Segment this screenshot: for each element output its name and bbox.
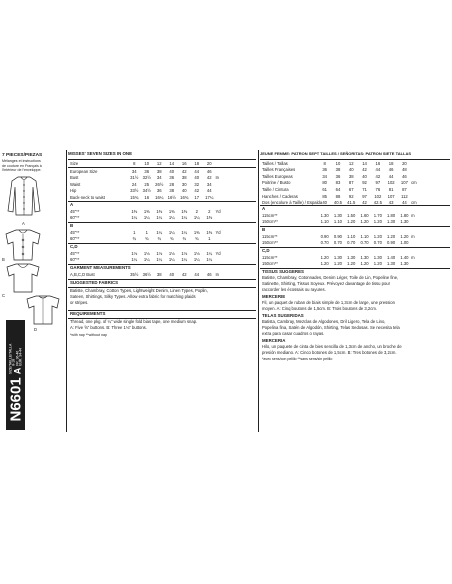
table-row	[260, 173, 419, 179]
table-cell: 92	[348, 193, 354, 199]
table-cell: 1⅜	[206, 215, 213, 221]
table-cell: 16	[144, 195, 150, 201]
table-row	[260, 186, 419, 192]
pieces-note: l'intérieur de l'enveloppe.	[2, 168, 42, 172]
unit-label: m	[411, 233, 415, 239]
table-cell: 1¼	[143, 215, 150, 221]
merceria-title: MERCERIA	[262, 338, 286, 343]
row-label: Poitrine / Busto	[262, 180, 291, 186]
size-code: 8-18	[11, 359, 16, 366]
pattern-number-badge	[6, 320, 25, 430]
table-cell: 36	[169, 175, 175, 181]
misses-title: MISSES' SEVEN SIZES IN ONE	[68, 151, 132, 156]
table-cell: 44	[194, 271, 200, 277]
table-cell: 1⅛	[143, 250, 150, 256]
table-cell: 16½	[167, 195, 176, 201]
table-cell: 20	[402, 160, 407, 166]
table-cell: 1¼	[131, 215, 138, 221]
table-cell: 1¼	[131, 257, 138, 263]
envelope-back	[0, 150, 452, 432]
table-row	[68, 168, 224, 174]
table-cell: 38	[335, 167, 341, 173]
table-cell: 33½	[130, 188, 139, 194]
row-label: Dos (encolure à Taille) / Espalda	[262, 200, 323, 206]
tissus-title: TISSUS SUGGERES	[262, 269, 304, 274]
table-cell: 36½	[142, 271, 151, 277]
table-cell: 1.70	[373, 212, 382, 218]
table-cell: 1¼	[168, 257, 175, 263]
table-cell: 41.5	[347, 200, 356, 206]
telas-text: extra para casar cuadros o rayas.	[262, 331, 325, 336]
row-label: 60"**	[70, 215, 80, 221]
table-cell: 1.60	[360, 212, 369, 218]
table-cell: 42	[181, 168, 187, 174]
table-cell: 0.70	[360, 240, 369, 246]
table-cell: 1.30	[387, 219, 396, 225]
view-a-letter: A	[22, 221, 25, 226]
table-cell: 1¼	[156, 229, 163, 235]
table-cell: 97	[362, 193, 367, 199]
table-cell: 0.90	[333, 233, 343, 239]
row-label: 45"**	[70, 208, 80, 214]
table-cell: 15¾	[130, 195, 139, 201]
table-cell: 1¼	[181, 257, 188, 263]
view-a-heading: A	[262, 206, 266, 211]
table-cell: 1¼	[181, 215, 188, 221]
table-cell: 38	[156, 168, 162, 174]
tissus-text: Batiste, Chambray, Cotonnades, Denim Léger, Toile de Lin, Popeline fine,	[262, 275, 399, 280]
unit-label: cm	[411, 180, 417, 186]
table-row	[260, 254, 419, 260]
tissus-text: Satinette, Shirting, Tissus Soyeux. Prévoyez davantage de tissu pour	[262, 281, 391, 286]
table-cell: 1¼	[168, 215, 175, 221]
table-cell: 38	[348, 173, 354, 179]
table-row	[260, 240, 419, 246]
table-cell: 25	[144, 181, 150, 187]
table-cell: 34	[206, 181, 212, 187]
table-cell: 38	[169, 188, 175, 194]
table-cell: 102	[387, 180, 395, 186]
divider	[258, 150, 259, 432]
table-cell: 1.30	[360, 254, 369, 260]
table-row	[260, 233, 419, 239]
table-cell: 32½	[142, 175, 151, 181]
table-cell: ¾	[145, 236, 149, 242]
table-cell: 36	[322, 167, 327, 173]
table-cell: 71	[362, 187, 367, 193]
table-cell: 1⅛	[156, 250, 163, 256]
table-row	[68, 271, 224, 277]
row-label: 45"**	[70, 250, 80, 256]
table-cell: 102	[374, 193, 382, 199]
table-cell: 1¼	[206, 250, 213, 256]
table-cell: 40	[362, 173, 367, 179]
table-row	[68, 175, 224, 181]
table-cell: 1¼	[193, 257, 200, 263]
table-cell: 76	[375, 187, 381, 193]
table-cell: 46	[402, 173, 407, 179]
tissus-text: raccorder les écossais ou rayures.	[262, 287, 326, 292]
table-cell: 1.80	[400, 212, 409, 218]
size-code: FR.	[15, 360, 19, 366]
table-cell: 1.10	[333, 219, 343, 225]
table-cell: 30	[181, 181, 187, 187]
table-row	[260, 219, 419, 225]
table-cell: 1⅛	[181, 250, 188, 256]
table-cell: 44	[388, 173, 394, 179]
table-cell: 80	[322, 180, 327, 186]
table-cell: 42.5	[373, 200, 382, 206]
table-cell: 42	[181, 271, 187, 277]
footnote: *with nap **without nap	[70, 333, 107, 337]
table-cell: 10	[335, 160, 341, 166]
table-cell: 38	[181, 175, 187, 181]
unit-label: Yd	[215, 229, 221, 235]
view-c-letter: C	[2, 293, 6, 298]
row-label: European Size	[70, 168, 98, 174]
table-cell: 42	[362, 200, 367, 206]
size-code: EUR.	[18, 357, 23, 366]
mercerie-text: moyen. A: Cinq boutons de 1,5cm. B: Trois boutons de 3,2cm.	[262, 306, 377, 311]
table-cell: 40	[169, 168, 175, 174]
size-line: SIZE/TAILLE/TALLA	[8, 343, 13, 375]
table-cell: 1⅜	[181, 208, 188, 214]
table-cell: ¾	[170, 236, 174, 242]
table-cell: ¾	[132, 236, 136, 242]
row-label: Tailles Françaises	[262, 167, 296, 173]
unit-label: Yd	[215, 208, 221, 214]
table-cell: 88	[335, 193, 341, 199]
view-a-heading: A	[70, 202, 74, 207]
table-cell: 1⅜	[131, 208, 138, 214]
table-cell: 1⅜	[143, 208, 150, 214]
table-cell: 36	[335, 173, 341, 179]
table-cell: 87	[348, 180, 354, 186]
table-cell: 112	[401, 193, 408, 199]
table-cell: 34½	[142, 188, 151, 194]
table-cell: 40	[194, 175, 200, 181]
table-cell: 1	[133, 229, 136, 235]
telas-title: TELAS SUGERIDAS	[262, 313, 304, 318]
table-cell: 35½	[130, 271, 139, 277]
table-cell: 1.20	[373, 261, 382, 267]
table-cell: 1.80	[387, 212, 396, 218]
fabrics-title: SUGGESTED FABRICS	[70, 280, 119, 285]
view-c-illustration	[4, 262, 42, 294]
table-cell: 1.20	[387, 233, 396, 239]
table-cell: 16	[375, 160, 381, 166]
row-label: 150cm**	[262, 219, 278, 225]
table-cell: 18	[388, 160, 394, 166]
table-cell: ¾	[157, 236, 161, 242]
table-cell: 1.30	[333, 212, 343, 218]
table-cell: 1¼	[181, 229, 188, 235]
table-cell: 85	[322, 193, 327, 199]
table-row	[68, 236, 224, 242]
table-cell: 1.30	[347, 254, 356, 260]
row-label: Waist	[70, 181, 81, 187]
table-cell: 44	[194, 168, 200, 174]
row-label: 60"**	[70, 257, 80, 263]
merceria-text: Hilo, un paquete de cinta de bies sencilla de 1,3cm de ancho, un broche de	[262, 344, 402, 349]
table-cell: 1⅜	[206, 229, 213, 235]
requirements-text: Thread, one pkg. of ¼" wide single fold bias tape, one medium snap.	[70, 319, 198, 324]
telas-text: Popelina fina, Satén de Algodón, Shirting, Telas Sedosas. Se necesita tela	[262, 325, 400, 330]
fabrics-text: or stripes.	[70, 300, 89, 305]
unit-label: Yd	[215, 250, 221, 256]
table-cell: 44	[206, 188, 212, 194]
table-cell: 0.90	[387, 240, 396, 246]
table-cell: 1.20	[400, 233, 409, 239]
table-cell: 42	[194, 188, 200, 194]
row-label: Taille / Cintura	[262, 187, 289, 193]
table-cell: 1.20	[360, 219, 369, 225]
row-label: 60"**	[70, 236, 80, 242]
table-cell: 64	[335, 187, 341, 193]
junior-column	[260, 150, 450, 432]
table-cell: 34	[131, 168, 137, 174]
table-cell: 40	[181, 188, 187, 194]
pattern-number: N6601	[7, 377, 25, 422]
table-cell: 1⅜	[156, 208, 163, 214]
table-cell: 1.20	[333, 261, 343, 267]
table-cell: 43	[388, 200, 394, 206]
table-cell: 14	[362, 160, 367, 166]
unit-label: m	[411, 254, 415, 260]
table-row	[68, 194, 224, 200]
table-cell: 1.10	[347, 233, 356, 239]
table-cell: 1	[145, 229, 148, 235]
table-row	[260, 167, 419, 173]
table-cell: 0.70	[347, 240, 356, 246]
size-code: 34-44	[18, 348, 23, 357]
table-row	[260, 180, 419, 186]
table-cell: 8	[323, 160, 326, 166]
table-cell: 12	[348, 160, 354, 166]
view-a-illustration	[6, 175, 42, 217]
table-cell: 1.20	[347, 219, 356, 225]
view-b-heading: B	[262, 227, 266, 232]
table-cell: 107	[387, 193, 395, 199]
table-cell: 1¼	[156, 215, 163, 221]
table-cell: 1.40	[387, 254, 396, 260]
table-cell: 92	[362, 180, 367, 186]
row-label: Hip	[70, 188, 77, 194]
view-d-letter: D	[34, 327, 38, 332]
table-cell: 1.30	[400, 261, 409, 267]
table-cell: 1.20	[373, 233, 382, 239]
view-cd-heading: C,D	[70, 244, 78, 249]
table-cell: 1.30	[333, 254, 343, 260]
table-cell: 40	[348, 167, 354, 173]
table-cell: 1.20	[373, 219, 382, 225]
table-cell: 107	[400, 180, 408, 186]
table-cell: 40.5	[333, 200, 343, 206]
table-cell: 1⅛	[131, 250, 138, 256]
table-cell: 48	[402, 167, 407, 173]
unit-label: In	[215, 271, 219, 277]
table-cell: 87	[402, 187, 407, 193]
row-label: Back-neck to waist	[70, 195, 105, 201]
fabrics-text: Batiste, Chambray, Cotton Types, Lightweight Denim, Linen Types, Poplin,	[70, 288, 208, 293]
table-cell: 16¾	[180, 195, 189, 201]
unit-label: m	[411, 212, 415, 218]
row-label: 45"**	[70, 229, 80, 235]
table-cell: 1¼	[156, 257, 163, 263]
unit-label: In	[215, 175, 219, 181]
table-cell: 0.90	[320, 233, 329, 239]
table-cell: 1.50	[347, 212, 356, 218]
table-cell: 40	[169, 271, 175, 277]
row-label: Hanches / Caderas	[262, 193, 298, 199]
row-label: 115cm**	[262, 254, 278, 260]
table-cell: 36	[156, 188, 162, 194]
table-cell: 46	[206, 271, 212, 277]
telas-text: Batista, Cambray, Mezclas de Algodones, Dril Ligero, Tela de Lino,	[262, 319, 386, 324]
table-cell: 1¼	[168, 229, 175, 235]
row-label: 150cm**	[262, 261, 278, 267]
table-cell: 1⅛	[193, 250, 200, 256]
row-label: 150cm**	[262, 240, 278, 246]
table-cell: 1.30	[320, 212, 329, 218]
table-row	[68, 215, 224, 221]
table-cell: 1⅛	[168, 250, 175, 256]
table-row	[68, 181, 224, 187]
table-cell: 40	[322, 200, 327, 206]
table-cell: 0.70	[320, 240, 329, 246]
mercerie-title: MERCERIE	[262, 294, 286, 299]
table-cell: 1⅜	[168, 208, 175, 214]
table-cell: 1.20	[347, 261, 356, 267]
table-cell: 1.30	[387, 261, 396, 267]
table-cell: 2	[208, 208, 211, 214]
table-row	[260, 261, 419, 267]
table-cell: 0.70	[373, 240, 382, 246]
table-cell: 1.00	[400, 240, 409, 246]
requirements-title: REQUIREMENTS	[70, 311, 106, 316]
row-label: 115cm**	[262, 233, 278, 239]
misses-column	[68, 150, 256, 432]
view-b-letter: B	[2, 257, 5, 262]
view-cd-heading: C,D	[262, 248, 270, 253]
table-cell: 17¼	[205, 195, 214, 201]
table-cell: 1.10	[360, 233, 369, 239]
pieces-title: 7 PIECES/PIEZAS	[2, 153, 43, 158]
table-cell: 34	[322, 173, 327, 179]
table-cell: 1.10	[320, 219, 329, 225]
size-code: 36-46	[15, 350, 19, 360]
sidebar	[0, 150, 66, 432]
table-cell: 81	[388, 187, 394, 193]
table-cell: 2	[195, 208, 198, 214]
table-cell: 1.30	[373, 254, 382, 260]
pieces-note: de couture en Français à	[2, 163, 42, 168]
table-cell: 1¼	[193, 215, 200, 221]
size-row: Size 8 10 12 14 16 18 20	[70, 160, 212, 166]
requirements-text: A: Five ⅝" buttons. B: Three 1⅛" buttons.	[70, 325, 147, 330]
table-row	[68, 229, 224, 235]
table-cell: 0.70	[333, 240, 343, 246]
table-cell: 1¼	[206, 257, 213, 263]
size-code: A	[12, 367, 23, 375]
footnote: *avec sens/con pelillo **sans sens/sin pelillo	[262, 357, 333, 361]
table-cell: 46	[206, 168, 212, 174]
table-cell: 61	[322, 187, 327, 193]
mercerie-text: Fil, un paquet de ruban de biais simple de 1,3cm de large, une pression	[262, 300, 395, 305]
table-cell: 97	[375, 180, 381, 186]
table-cell: 31½	[130, 175, 139, 181]
table-cell: 46	[388, 167, 394, 173]
table-cell: 67	[348, 187, 354, 193]
view-b-heading: B	[70, 223, 74, 228]
table-row	[68, 257, 224, 263]
row-label: Tailles Europeas	[262, 173, 293, 179]
table-cell: 1¼	[143, 257, 150, 263]
table-cell: 1.40	[400, 254, 409, 260]
view-d-illustration	[24, 294, 62, 326]
table-cell: 44	[375, 167, 381, 173]
table-row	[260, 212, 419, 218]
table-cell: 1.20	[320, 254, 329, 260]
table-cell: 1.20	[320, 261, 329, 267]
table-cell: 36	[144, 168, 150, 174]
table-row	[68, 208, 224, 214]
table-cell: 17	[194, 195, 200, 201]
pieces-note: Mélanges et instructions	[2, 159, 41, 163]
unit-label: cm	[411, 200, 417, 206]
row-label: 115cm**	[262, 212, 278, 218]
table-cell: 83	[335, 180, 341, 186]
table-cell: 42	[206, 175, 212, 181]
garment-title: GARMENT MEASUREMENTS	[70, 265, 131, 270]
junior-title: JEUNE FEMME: PATRON SEPT TAILLES / SEÑORITAS: PATRON SIETE TALLAS	[260, 151, 412, 156]
table-cell: 44	[402, 200, 407, 206]
merceria-text: presión mediano. A: Cinco botones de 1,5cm. B: Tres botones de 3,2cm.	[262, 350, 397, 355]
table-cell: ¾	[195, 236, 199, 242]
row-label: Tailles / Tallas	[262, 160, 288, 166]
table-cell: 24	[131, 181, 137, 187]
table-row	[260, 160, 419, 166]
row-label: A,B,C,D Bust	[70, 271, 95, 277]
table-cell: 42	[362, 167, 367, 173]
fabrics-text: Sateen, Shirtings, Silky Types. Allow extra fabric for matching plaids	[70, 294, 196, 299]
row-label: Bust	[70, 175, 79, 181]
table-row	[68, 188, 224, 194]
table-row	[260, 193, 419, 199]
table-cell: 38	[156, 271, 162, 277]
table-cell: 34	[156, 175, 162, 181]
table-cell: 1.30	[400, 219, 409, 225]
table-cell: ¾	[182, 236, 186, 242]
divider	[66, 150, 67, 432]
table-row	[68, 250, 224, 256]
table-cell: 1⅜	[193, 229, 200, 235]
table-cell: 32	[194, 181, 200, 187]
view-b-illustration	[4, 228, 42, 262]
table-cell: 26½	[155, 181, 164, 187]
table-cell: 42	[375, 173, 381, 179]
table-cell: 28	[169, 181, 175, 187]
table-cell: 16¼	[155, 195, 164, 201]
table-cell: 1.20	[360, 261, 369, 267]
table-cell: 1	[208, 236, 211, 242]
